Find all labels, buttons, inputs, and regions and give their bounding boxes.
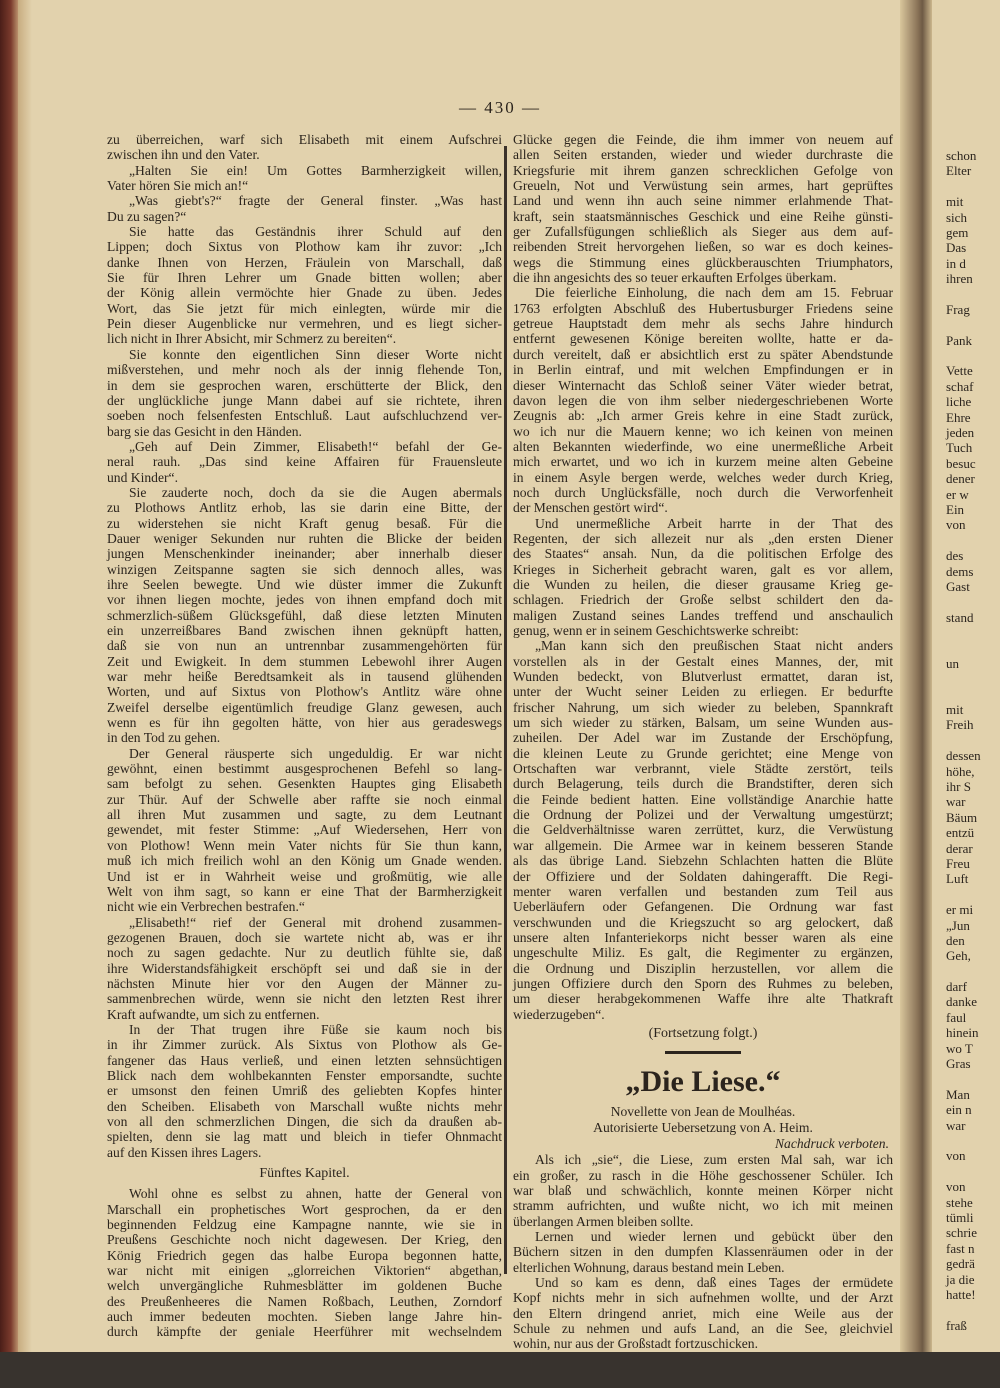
text-line: Wunden bedeckt, von Blutverlust ermattet, daran ist, — [513, 669, 893, 685]
text-line: gewöhnt, einen bestimmt ausgesprochenen Befehl so lang- — [107, 761, 502, 777]
fragment-word: Frag — [946, 301, 970, 317]
fragment-word: Gast — [946, 578, 970, 594]
fragment-word: Das — [946, 240, 967, 256]
text-line: Wohl ohne es selbst zu ahnen, hatte der General von — [129, 1186, 502, 1202]
fragment-word — [946, 671, 981, 686]
text-line: ein großer, zu rasch in die Höhe geschossener Schüler. Ich — [513, 1167, 893, 1183]
text-line: auch immer bedeuten mochten. Sieben lange Jahre hin- — [107, 1309, 502, 1325]
fragment-word: in d — [946, 255, 966, 271]
text-line: Du zu sagen?“ — [107, 208, 187, 224]
fragment-word: des — [946, 548, 964, 564]
fragment-word: den — [946, 932, 965, 948]
fragment-word: Geh, — [946, 948, 971, 964]
text-line: winzigen Zeitspanne sagten sie sich dennoch alles, was — [107, 561, 502, 577]
text-line: Land und wenn ihn auch seine nimmer erlahmende That- — [513, 193, 893, 209]
fragment-word — [946, 1302, 981, 1317]
text-line: stramm aufrichten, und wußte nicht, wo ich mit meinen — [513, 1198, 893, 1214]
paragraph — [513, 1152, 893, 1229]
paragraph — [107, 163, 502, 194]
text-line: war allgemein. Die Armee war in keinem besseren Stande — [513, 837, 893, 853]
fragment-word: war — [946, 794, 966, 810]
fragment-word — [946, 1164, 981, 1179]
fragment-word: hatte! — [946, 1286, 976, 1302]
fragment-word: derar — [946, 840, 973, 856]
scan-bottom-edge — [0, 1352, 1000, 1388]
text-line: wegs die Stimmung eines glückberauschten Triumphators, — [513, 254, 893, 270]
fragment-word: Tuch — [946, 440, 973, 456]
story-title: „Die Liese.“ — [625, 1065, 781, 1099]
text-line: lich nicht in Ihrer Absicht, mir Schmerz zu bereiten“. — [107, 331, 397, 347]
paragraph — [107, 224, 502, 347]
text-line: kraft, sein staatsmännisches Geschick und eine Reihe günsti- — [513, 208, 893, 224]
fragment-word — [946, 1133, 981, 1148]
text-line: schlagen. Friedrich der Große selbst schildert den da- — [513, 592, 893, 608]
text-line: vor ihnen liegen mochte, jedes von ihnen empfand doch mit — [107, 592, 502, 608]
fragment-word: Freih — [946, 717, 974, 733]
fragment-word: Elter — [946, 163, 972, 179]
text-line: entfernt gewesenen Könige bereiten wollte, hatte er da- — [513, 331, 893, 347]
fragment-word: ihren — [946, 271, 973, 287]
paragraph — [107, 915, 502, 1022]
paragraph — [513, 638, 893, 1022]
text-line: jungen Offiziere durch den Sporn des Ruhmes zu beleben, — [513, 975, 893, 991]
fragment-word: Ehre — [946, 409, 971, 425]
text-line: von Plothow! Wenn mein Vater nichts für Sie thun kann, — [107, 837, 502, 853]
text-line: Der General räusperte sich ungeduldig. Er war nicht — [129, 745, 502, 761]
fragment-word: stand — [946, 609, 974, 625]
text-line: dieser Winternacht das Schloß seiner Väter wieder betrat, — [513, 377, 893, 393]
text-line: „Halten Sie ein! Um Gottes Barmherzigkeit willen, — [129, 162, 502, 178]
text-line: überlangen Armen bleiben sollte. — [513, 1213, 694, 1229]
text-line: Blick nach dem wohlbekannten Fenster emporsandte, suchte — [107, 1067, 502, 1083]
fragment-word: von — [946, 1148, 966, 1164]
fragment-word: besuc — [946, 455, 976, 471]
text-line: ihre Seelen bewegte. Und wie düster immer die Zukunft — [107, 576, 502, 592]
text-line: Zweifel derselbe eigentümlich freudige Glanz gewesen, auch — [107, 699, 502, 715]
text-line: Lippen; doch Sixtus von Plothow kam ihr zuvor: „Ich — [107, 239, 502, 255]
fragment-word: hinein — [946, 1025, 979, 1041]
fragment-word: dener — [946, 471, 975, 487]
story-byline: Novellette von Jean de Moulhéas. — [610, 1104, 796, 1120]
paragraph — [513, 132, 893, 285]
text-line: mich erwartet, und wo ich in kurzem meine alten Gebeine — [513, 454, 893, 470]
text-line: davon legen die von ihm selber niedergeschriebenen Worte — [513, 392, 893, 408]
text-line: menter waren verfallen und bestanden zum Teil aus — [513, 883, 893, 899]
text-line: Kopf nichts mehr in sich aufnehmen wollte, und der Arzt — [513, 1290, 893, 1306]
text-line: Kriegsfurie mit ihrem ganzen schrecklichen Gefolge von — [513, 162, 893, 178]
text-line: Ortschaften war verbrannt, viele Städte zerstört, teils — [513, 761, 893, 777]
fragment-word: von — [946, 1179, 966, 1195]
text-line: Kraft aufwandte, um sich zu entfernen. — [107, 1006, 320, 1022]
paragraph — [107, 132, 502, 163]
text-line: elterlichen Wohnung, daraus bestand mein Leben. — [513, 1259, 785, 1275]
fragment-word: dems — [946, 563, 974, 579]
text-line: jungen Menschenkinder ineinander; aber innerhalb dieser — [107, 546, 502, 562]
text-line: der Offiziere und der Soldaten dahingerafft. Die Regi- — [513, 868, 893, 884]
text-line: Sie hatte das Geständnis ihrer Schuld auf den — [129, 224, 502, 240]
page-number: — 430 — — [459, 98, 541, 117]
text-line: zu überreichen, warf sich Elisabeth mit einem Aufschrei — [107, 132, 502, 147]
text-line: Worten, und auf Sixtus von Plothow's Antlitz wäre ohne — [107, 684, 502, 700]
paragraph — [107, 439, 502, 485]
text-line: ungeschulte Miliz. Es galt, die Regimenter zu ergänzen, — [513, 945, 893, 961]
text-line: Sie konnte den eigentlichen Sinn dieser Worte nicht — [129, 346, 502, 362]
text-line: wohin, nur aus der Großstadt fortzuschicken. — [513, 1336, 758, 1352]
text-line: Welt von ihm sagt, so kann er eine That der Barmherzigkeit — [107, 883, 502, 899]
fragment-word — [946, 287, 981, 302]
fragment-word: Pank — [946, 332, 972, 348]
fragment-word: darf — [946, 979, 967, 995]
reprint-notice: Nachdruck verboten. — [774, 1136, 889, 1152]
fragment-word: von — [946, 517, 966, 533]
fragment-word: entzü — [946, 825, 975, 841]
text-line: Sie für Ihren Lehrer um Gnade bitten wollen; aber — [107, 270, 502, 286]
book-binding-edge — [0, 0, 18, 1388]
fragment-word: danke — [946, 994, 978, 1010]
text-line: reibenden Streit hervorgehen ließen, so war es doch keines- — [513, 239, 893, 255]
text-line: von all den schmerzlichen Dingen, die sich da draußen ab- — [107, 1114, 502, 1129]
fragment-word: schaf — [946, 378, 974, 394]
text-line: die kleinen Leute zu Grunde gerichtet; eine Menge von — [513, 745, 893, 761]
text-line: und Kinder“. — [107, 469, 178, 485]
text-line: Als ich „sie“, die Liese, zum ersten Mal sah, war ich — [535, 1152, 893, 1168]
text-line: „Elisabeth!“ rief der General mit drohend zusammen- — [129, 914, 502, 930]
text-line: mißverstehen, und mehr noch als der innig flehende Ton, — [107, 362, 502, 378]
chapter-heading: Fünftes Kapitel. — [259, 1166, 350, 1182]
text-line: welch unvergängliche Ruhmesblätter im goldenen Buche — [107, 1278, 502, 1294]
text-line: in dem sie gesprochen waren, erschütterte der Blick, den — [107, 377, 502, 393]
text-line: Schule zu nehmen und aufs Land, an die See, gleichviel — [513, 1321, 893, 1337]
text-line: beginnenden Feldzug eine Kampagne nannte, wie sie in — [107, 1217, 502, 1233]
text-line: Zeugnis ab: „Ich armer Greis kehre in eine Stadt zurück, — [513, 408, 893, 424]
text-line: in Berlin eintraf, und mit welchen Empfindungen er in — [513, 362, 893, 378]
text-line: Krieges in Sicherheit gebracht waren, galt es vor allem, — [513, 561, 893, 577]
fragment-word: ihr S — [946, 779, 971, 795]
text-line: Greueln, Not und Verwüstung sein armes, hart geprüftes — [513, 178, 893, 194]
text-line: gezogenen Brauen, doch sie wartete nicht ab, was er ihr — [107, 929, 502, 945]
paragraph — [513, 1229, 893, 1275]
text-line: war mehr heiße Beredtsamkeit als in tausend glühenden — [107, 669, 502, 685]
fragment-word: Freu — [946, 855, 970, 871]
fragment-word — [946, 687, 981, 702]
text-line: ihre Widerstandsfähigkeit erschöpft sei und daß sie in der — [107, 960, 502, 976]
fragment-word: jeden — [946, 425, 975, 441]
text-line: Sie zauderte noch, doch da sie die Augen abermals — [129, 484, 502, 500]
text-line: zur Thür. Auf der Schwelle aber raffte sie noch einmal — [107, 791, 502, 807]
fragment-word: fast n — [946, 1240, 975, 1256]
text-line: der unglückliche junge Mann dabei auf sie richtete, ihren — [107, 392, 502, 408]
text-line: Dauer weniger Sekunden nur ruhten die Blicke der beiden — [107, 530, 502, 546]
fragment-word: Man — [946, 1086, 970, 1102]
fragment-word: Bäum — [946, 809, 978, 825]
text-line: zu Plothows Antlitz erhob, las sie darin eine Bitte, der — [107, 500, 502, 516]
text-line: 1763 erfolgten Abschluß des Hubertusburger Friedens seine — [513, 300, 893, 316]
text-line: Pein dieser Augenblicke nur vermehren, und es liegt sicher- — [107, 316, 502, 332]
text-line: nicht wie ein Verbrechen bestrafen.“ — [107, 899, 305, 915]
fragment-word: mit — [946, 702, 964, 718]
fragment-word: dessen — [946, 748, 981, 764]
text-line: genug, wenn er in seinem Geschichtswerke schreibt: — [513, 623, 799, 638]
text-line: die Wunden zu heilen, die dieser grausame Krieg ge- — [513, 576, 893, 592]
text-line: der Menschen gestört wird“. — [513, 500, 668, 516]
text-line: fangener das Haus verließ, und einen letzten sehnsüchtigen — [107, 1052, 502, 1068]
text-line: allen Seiten erstanden, wieder und wieder durchraste die — [513, 147, 893, 163]
text-line: muß ich mich freilich wohl an den König um Gnade wenden. — [107, 853, 502, 869]
text-line: schmerzlich-süßem Glücksgefühl, daß diese letzten Minuten — [107, 607, 502, 623]
next-page-fragment — [946, 148, 981, 1333]
text-line: „Was giebt's?“ fragte der General finster. „Was hast — [129, 193, 502, 209]
fragment-word — [946, 964, 981, 979]
book-gutter — [900, 0, 932, 1388]
fragment-word: Ein — [946, 501, 965, 517]
paragraph — [513, 285, 893, 515]
text-line: in ihr Zimmer zurück. Als Sixtus von Plothow als Ge- — [107, 1037, 502, 1053]
text-line: alten Bekannten wiederfinde, wo eine unermeßliche Arbeit — [513, 438, 893, 454]
text-line: Ueberläufern oder Gefangenen. Die Ordnung war fast — [513, 899, 893, 915]
text-line: unter der Wucht seiner Leiden zu erliegen. Er bedurfte — [513, 684, 893, 700]
text-line: soeben noch felsenfesten Entschluß. Laut aufschluchzend ver- — [107, 408, 502, 424]
text-line: die Ordnung und Disziplin herzustellen, vor allem die — [513, 960, 893, 976]
text-line: frischer Nahrung, um sich wieder zu beleben, Spannkraft — [513, 699, 893, 715]
fragment-word — [946, 179, 981, 194]
fragment-word — [946, 887, 981, 902]
text-line: wenn es für ihn gegolten hätte, von hier aus geradeswegs — [107, 715, 502, 731]
fragment-word: war — [946, 1117, 966, 1133]
fragment-word: Luft — [946, 871, 969, 887]
text-line: die Geldverhältnisse waren zerrüttet, kurz, die Verwüstung — [513, 822, 893, 838]
text-line: maligen Zustand seines Landes treffend und anschaulich — [513, 607, 893, 623]
text-line: in den Tod zu gehen. — [107, 730, 221, 746]
text-line: zwischen ihn und den Vater. — [107, 147, 260, 163]
text-line: zuheilen. Der Adel war im Zustande der Erschöpfung, — [513, 730, 893, 746]
fragment-word: fraß — [946, 1317, 967, 1333]
text-line: auf den Kissen ihres Lagers. — [107, 1144, 262, 1160]
section-rule — [665, 1051, 741, 1054]
left-column — [107, 132, 502, 1340]
text-line: spielten, denn sie lag matt und bleich in tiefer Ohnmacht — [107, 1129, 502, 1145]
text-line: all ihren Mut zusammen und sagte, zu dem Leutnant — [107, 807, 502, 823]
text-line: in einem Asyle bergen werde, welches weder durch Krieg, — [513, 469, 893, 485]
fragment-word: er mi — [946, 902, 974, 918]
text-line: König Friedrich gegen das halbe Europa begonnen hatte, — [107, 1247, 502, 1263]
text-line: als das übrige Land. Siebzehn Schlachten hatten die Blüte — [513, 853, 893, 869]
paragraph — [107, 347, 502, 439]
text-line: um sich wieder zu stärken, Balsam, um seine Wunden aus- — [513, 715, 893, 731]
text-line: „Geh auf Dein Zimmer, Elisabeth!“ befahl der Ge- — [129, 438, 502, 454]
paragraph — [107, 193, 502, 224]
fragment-word — [946, 533, 981, 548]
text-line: noch durch Unglücksfälle, noch durch die Verworfenheit — [513, 484, 893, 500]
fragment-word — [946, 733, 981, 748]
fragment-word: gedrä — [946, 1256, 975, 1272]
fragment-word: Vette — [946, 363, 973, 379]
paragraph — [107, 746, 502, 915]
story-byline: Autorisierte Uebersetzung von A. Heim. — [593, 1120, 813, 1136]
text-line: den Eltern dringend anriet, mich eine Weile aus der — [513, 1305, 893, 1321]
fragment-word: faul — [946, 1009, 967, 1025]
text-line: daß sie von nun an untrennbar zusammengehörten für — [107, 638, 502, 654]
text-line: die Ordnung der Polizei und der Verwaltung umgestürzt; — [513, 807, 893, 823]
text-line: verschwunden und die Kriegszucht so arg gelockert, daß — [513, 914, 893, 930]
text-line: durch kämpfte der geniale Heerführer mit wechselndem — [107, 1324, 502, 1340]
fragment-word — [946, 317, 981, 332]
fragment-word: er w — [946, 486, 969, 502]
fragment-word: liche — [946, 394, 972, 410]
paragraph — [107, 485, 502, 746]
text-line: Preußens Geschichte noch nicht dagewesen. Der Krieg, den — [107, 1232, 502, 1248]
text-line: die ihn angesichts des so teuer erkauften Erfolges überkam. — [513, 270, 837, 286]
right-column — [513, 132, 893, 1352]
fragment-word: ja die — [946, 1271, 975, 1287]
paragraph — [513, 516, 893, 639]
column-divider — [504, 146, 507, 1274]
fragment-word: tümli — [946, 1209, 974, 1225]
text-line: ger Zufallsfügungen schließlich als Sieger aus dem auf- — [513, 224, 893, 240]
fragment-word: gem — [946, 224, 969, 240]
text-line: Die feierliche Einholung, die nach dem am 15. Februar — [535, 285, 893, 301]
continuation-note: (Fortsetzung folgt.) — [648, 1025, 758, 1041]
fragment-word — [946, 594, 981, 609]
fragment-word: mit — [946, 194, 964, 210]
paragraph — [513, 1275, 893, 1352]
text-line: er umsonst den feinen Umriß des geliebten Kopfes hinter — [107, 1083, 502, 1099]
text-line: In der That trugen ihre Füße sie kaum noch bis — [129, 1021, 502, 1037]
text-line: barg sie das Gesicht in den Händen. — [107, 423, 302, 439]
text-line: noch zu sagen gedachte. Nur zu deutlich fühlte sie, daß — [107, 945, 502, 961]
text-line: nächsten Minute hier vor den Augen der Männer zu- — [107, 975, 502, 991]
text-line: durch Belagerung, teils durch die Brandstifter, deren sich — [513, 776, 893, 792]
text-line: der König allein vermöchte hier Gnade zu üben. Jedes — [107, 285, 502, 301]
text-line: Und so kam es denn, daß eines Tages der ermüdete — [535, 1275, 893, 1291]
fragment-word — [946, 1071, 981, 1086]
text-line: ein unzerreißbares Band zwischen ihnen geknüpft hatten, — [107, 623, 502, 638]
paragraph — [107, 1022, 502, 1160]
page-margin-shadow — [18, 0, 32, 1388]
fragment-word: un — [946, 655, 959, 671]
text-line: des Staates“ ansah. Nun, da die politischen Erfolge des — [513, 546, 893, 562]
text-line: Lernen und wieder lernen und gebückt über den — [535, 1229, 893, 1244]
text-line: zu widerstehen sie nicht Kraft genug besaß. Für die — [107, 515, 502, 531]
text-line: Glücke gegen die Feinde, die ihm immer von neuem auf — [513, 132, 893, 147]
text-line: gewendet, mit fester Stimme: „Auf Wiedersehen, Herr von — [107, 822, 502, 838]
fragment-word — [946, 641, 981, 656]
text-line: wo ich nur die Mauern kenne; wo ich keinen von meinen — [513, 423, 893, 439]
fragment-word: schon — [946, 148, 977, 163]
text-line: Und unermeßliche Arbeit harrte in der That des — [535, 515, 893, 531]
fragment-word: sich — [946, 209, 967, 225]
fragment-word: ein n — [946, 1102, 972, 1118]
fragment-word: stehe — [946, 1194, 973, 1210]
text-line: getreue Hauptstadt dem mehr als sechs Jahre hindurch — [513, 316, 893, 332]
text-line: Büchern sitzen in den dumpfen Klassenräumen oder in der — [513, 1244, 893, 1260]
text-line: danke Ihnen von Herzen, Fräulein von Marschall, daß — [107, 254, 502, 270]
fragment-word: „Jun — [946, 917, 970, 933]
text-line: Regenten, der sich allezeit nur als „den ersten Diener — [513, 530, 893, 546]
fragment-word: wo T — [946, 1040, 973, 1056]
text-line: „Man kann sich den preußischen Staat nicht anders — [535, 638, 893, 654]
text-line: den Scheiben. Elisabeth von Marschall wußte nichts mehr — [107, 1098, 502, 1114]
text-line: vorstellen als in der Gestalt eines Mannes, der, mit — [513, 653, 893, 669]
text-line: die Feinde bedient hatten. Eine vollständige Anarchie hatte — [513, 791, 893, 807]
paragraph — [107, 1186, 502, 1339]
text-line: um dieser herabgekommenen Waffe ihre alte Thatkraft — [513, 991, 893, 1007]
text-line: des Preußenheeres die Namen Roßbach, Leuthen, Zorndorf — [107, 1293, 502, 1309]
text-line: neral rauh. „Das sind keine Affairen für Frauensleute — [107, 454, 502, 470]
text-line: durch vereitelt, daß er absichtlich erst zu später Abendstunde — [513, 346, 893, 362]
text-line: sammenbrechen würde, wenn sie nicht den letzten Rest ihrer — [107, 991, 502, 1007]
fragment-word — [946, 625, 981, 640]
text-line: war nicht mit einigen „glorreichen Viktorien“ abgethan, — [107, 1263, 502, 1279]
text-line: Und ist er in Wahrheit weise und großmütig, wie alle — [107, 868, 502, 884]
text-line: Vater hören Sie mich an!“ — [107, 178, 249, 194]
fragment-word — [946, 348, 981, 363]
text-line: wiederzugeben“. — [513, 1006, 605, 1022]
text-line: Zeit und Ewigkeit. In dem stummen Lebewohl ihrer Augen — [107, 653, 502, 669]
text-line: sam befolgt zu sehen. Gesenkten Hauptes ging Elisabeth — [107, 776, 502, 792]
fragment-word: schrie — [946, 1225, 978, 1241]
fragment-word: höhe, — [946, 763, 975, 779]
text-line: Marschall ein prophetisches Wort gesprochen, da er den — [107, 1201, 502, 1217]
text-line: Wort, das Sie jetzt für mich einlegten, würde mir die — [107, 300, 502, 316]
fragment-word: Gras — [946, 1056, 971, 1072]
text-line: unsere alten Infanteriekorps nicht besser waren als eine — [513, 929, 893, 945]
text-line: war blaß und schwächlich, konnte meinen Körper nicht — [513, 1182, 893, 1198]
